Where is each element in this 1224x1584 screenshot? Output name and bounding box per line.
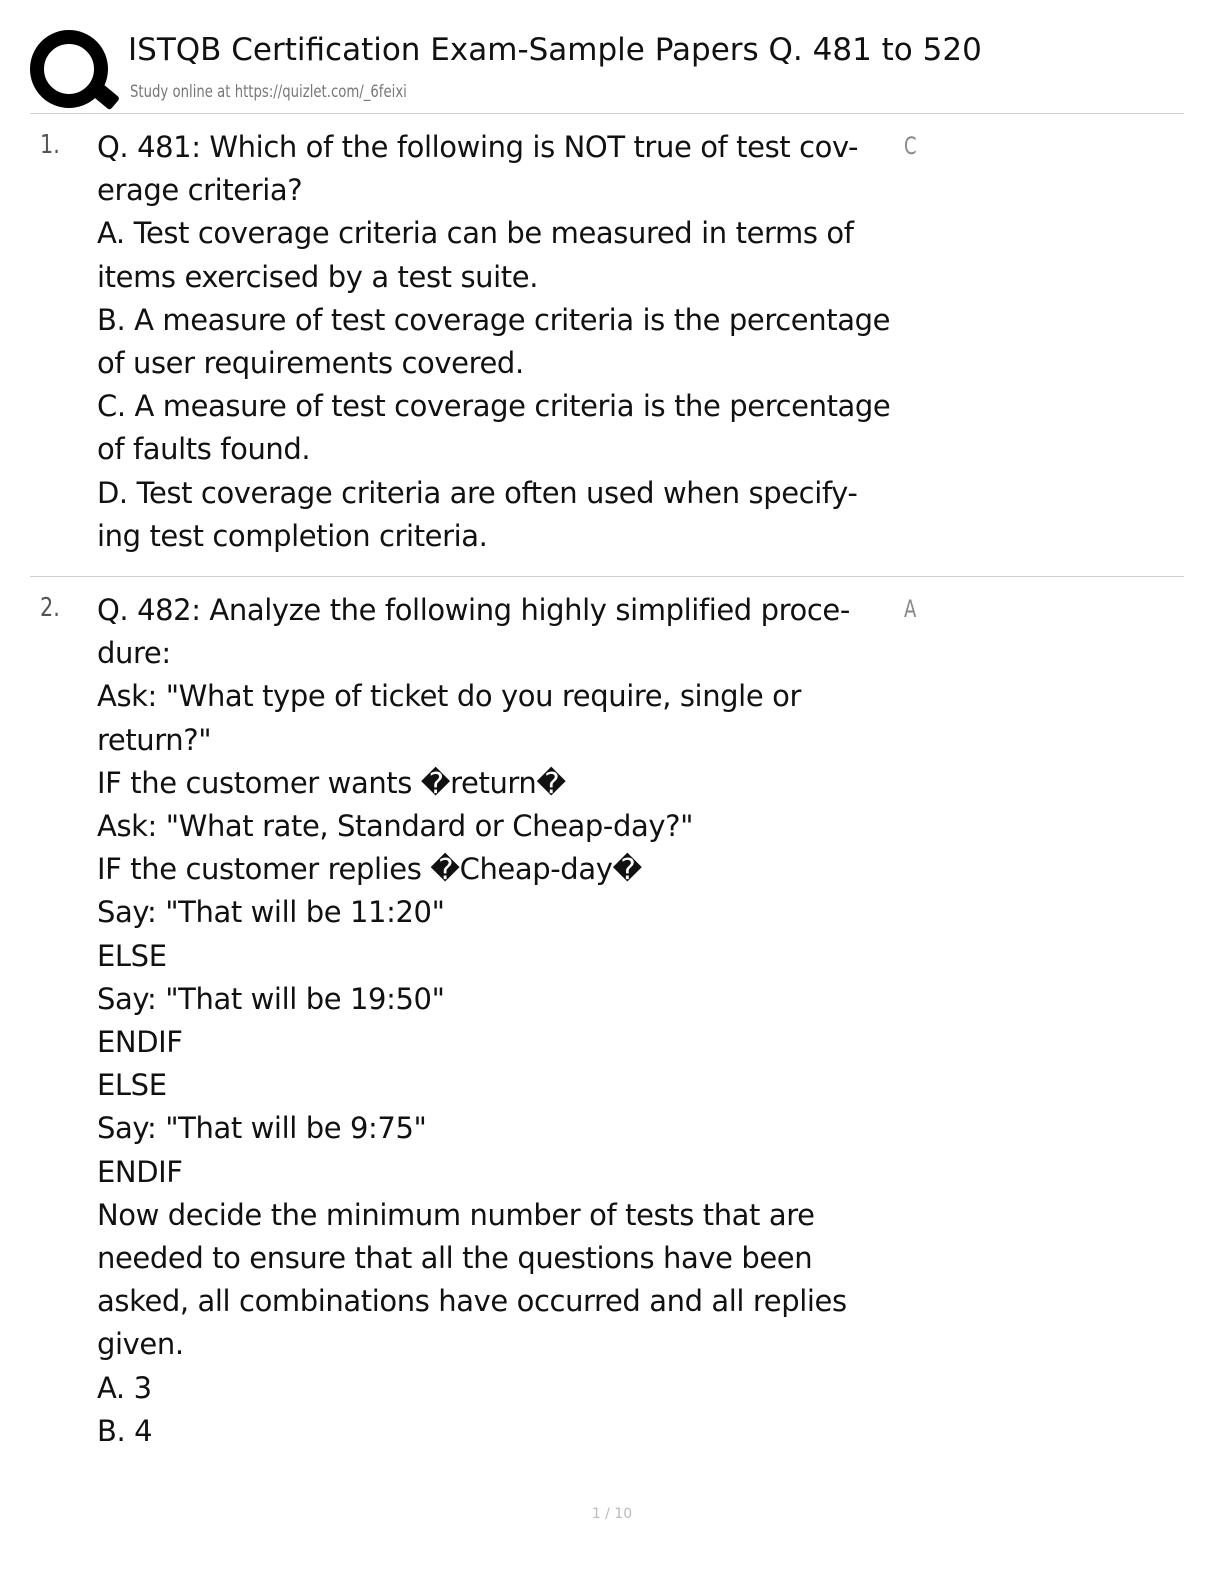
question-line: ELSE [97,938,167,973]
question-line: Ask: "What type of ticket do you require, single or [97,679,801,714]
question-number: 2. [40,593,60,623]
page-header [30,26,1184,114]
question-line: ELSE [97,1068,167,1103]
page-subtitle: Study online at https://quizlet.com/_6feixi [130,82,407,102]
question-line: A. Test coverage criteria can be measured in terms of [97,216,854,251]
question-text [97,126,912,558]
question-line: Say: "That will be 9:75" [97,1111,427,1146]
question-line: Say: "That will be 11:20" [97,895,445,930]
answer-label: A [904,595,917,623]
question-line: asked, all combinations have occurred and all replies [97,1284,847,1319]
question-line: return?" [97,722,212,757]
question-line: of user requirements covered. [97,346,524,381]
page-title: ISTQB Certification Exam-Sample Papers Q. 481 to 520 [128,32,982,68]
question-line: B. A measure of test coverage criteria is the percentage [97,302,891,337]
page-number: 1 / 10 [591,1506,633,1522]
question-line: items exercised by a test suite. [97,259,539,294]
question-text [97,589,912,1453]
question-line: ing test completion criteria. [97,518,488,553]
question-line: D. Test coverage criteria are often used when specify- [97,475,858,510]
question-line: ENDIF [97,1154,183,1189]
header-divider [30,113,1184,114]
question-line: Q. 482: Analyze the following highly simplified proce- [97,593,850,627]
question-line: ENDIF [97,1025,183,1060]
question-line: of faults found. [97,432,311,467]
question-line: IF the customer wants �return� [97,765,566,800]
question-line: Q. 481: Which of the following is NOT true of test cov- [97,130,859,164]
question-line: Say: "That will be 19:50" [97,981,445,1016]
question-line: needed to ensure that all the questions have been [97,1241,813,1276]
question-line: C. A measure of test coverage criteria is the percentage [97,389,891,424]
question-line: dure: [97,636,171,671]
question-line: IF the customer replies �Cheap-day� [97,852,642,887]
item-divider [30,576,1184,577]
question-line: Now decide the minimum number of tests that are [97,1197,815,1232]
question-line: given. [97,1327,184,1362]
question-number: 1. [40,130,60,160]
answer-label: C [904,132,917,160]
question-line: A. 3 [97,1370,152,1405]
question-line: B. 4 [97,1413,153,1448]
question-line: Ask: "What rate, Standard or Cheap-day?" [97,809,694,844]
question-line: erage criteria? [97,173,303,208]
